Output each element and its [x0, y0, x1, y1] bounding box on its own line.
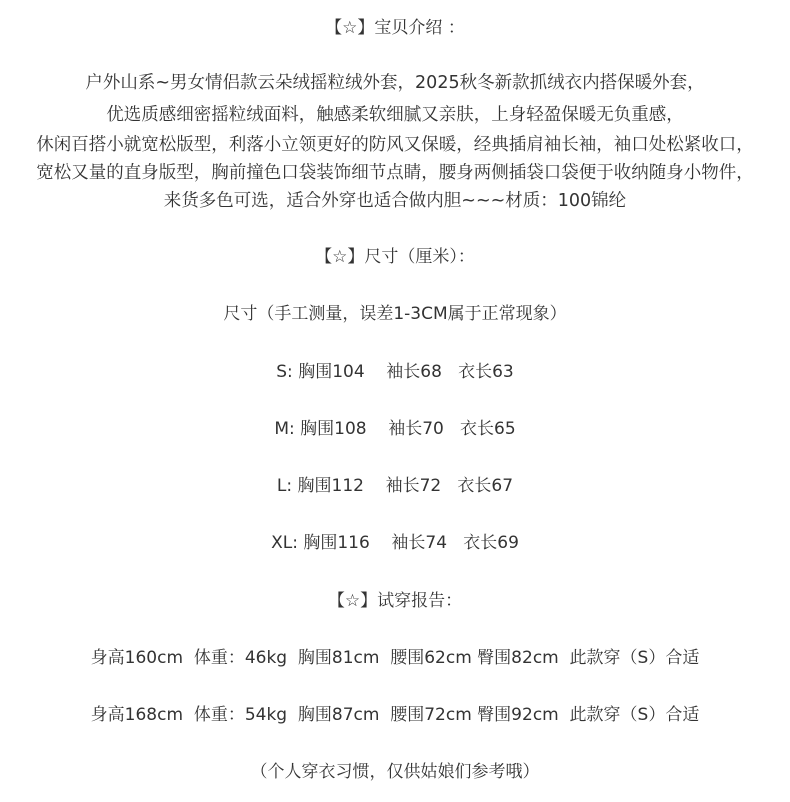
intro-line-4: 宽松又量的直身版型，胸前撞色口袋装饰细节点睛，腰身两侧插袋口袋便于收纳随身小物件，	[36, 163, 754, 183]
fitting-heading: 【☆】试穿报告：	[327, 591, 463, 611]
fitting-report-2: 身高168cm 体重：54kg 胸围87cm 腰围72cm 臀围92cm 此款穿（S）合适	[90, 705, 700, 725]
intro-line-5: 来货多色可选，适合外穿也适合做内胆~~~材质：100锦纶	[163, 191, 627, 211]
size-note: 尺寸（手工测量，误差1-3CM属于正常现象）	[223, 304, 567, 324]
intro-heading: 【☆】宝贝介绍 ：	[325, 18, 465, 38]
size-row-m: M: 胸围108 袖长70 衣长65	[274, 419, 516, 439]
fitting-disclaimer: （个人穿衣习惯，仅供姑娘们参考哦）	[250, 762, 540, 782]
intro-line-1: 户外山系~男女情侣款云朵绒摇粒绒外套，2025秋冬新款抓绒衣内搭保暖外套，	[85, 73, 705, 93]
size-row-s: S: 胸围104 袖长68 衣长63	[276, 362, 514, 382]
size-row-xl: XL: 胸围116 袖长74 衣长69	[271, 533, 519, 553]
fitting-report-1: 身高160cm 体重：46kg 胸围81cm 腰围62cm 臀围82cm 此款穿（S）合适	[90, 648, 700, 668]
size-heading: 【☆】尺寸（厘米）：	[315, 247, 475, 267]
size-row-l: L: 胸围112 袖长72 衣长67	[276, 476, 514, 496]
intro-line-2: 优选质感细密摇粒绒面料，触感柔软细腻又亲肤，上身轻盈保暖无负重感，	[106, 105, 684, 125]
intro-line-3: 休闲百搭小就宽松版型，利落小立领更好的防风又保暖，经典插肩袖长袖，袖口处松紧收口，	[36, 135, 754, 155]
